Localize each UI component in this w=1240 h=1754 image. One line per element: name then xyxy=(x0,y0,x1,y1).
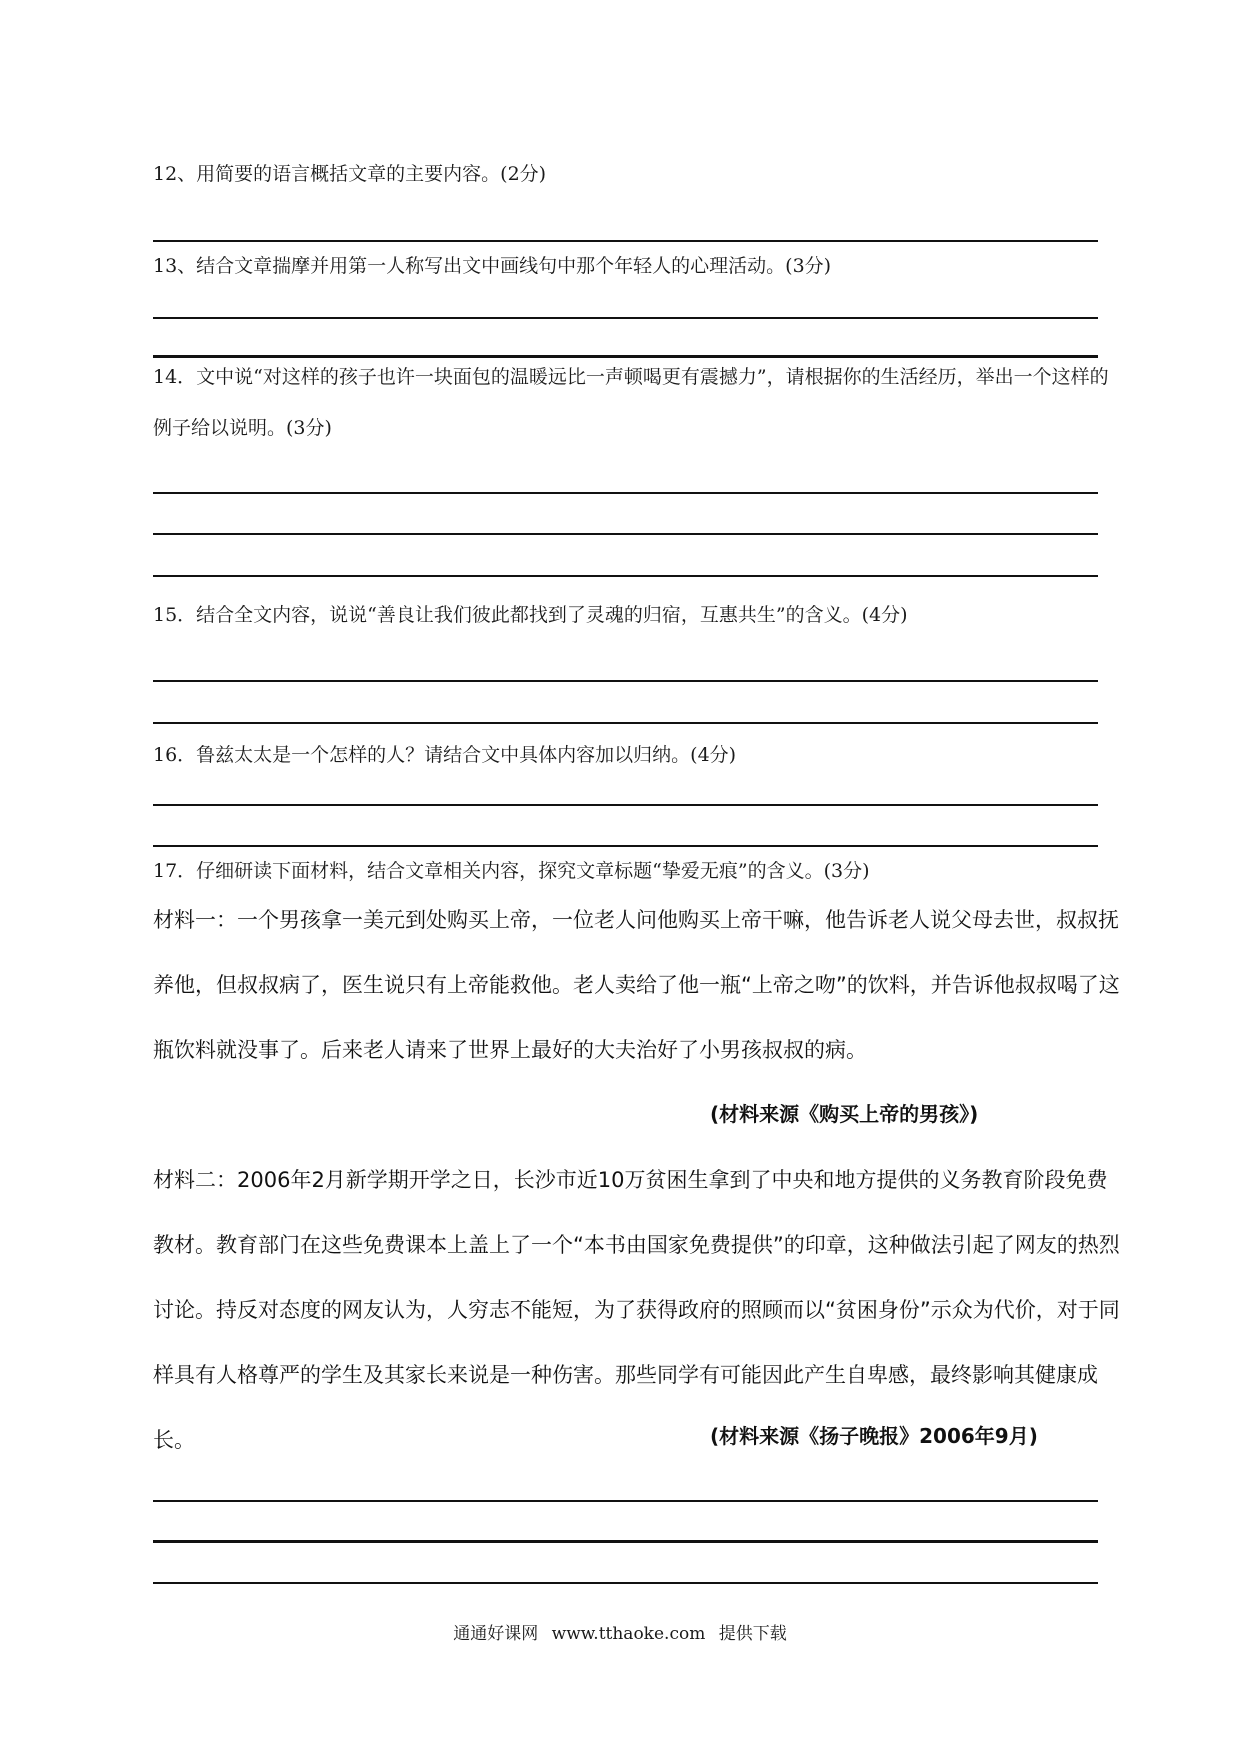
material-two-source: (材料来源《扬子晚报》2006年9月) xyxy=(710,1424,1038,1448)
answer-line xyxy=(153,1540,1098,1543)
answer-line xyxy=(153,492,1098,494)
answer-line xyxy=(153,722,1098,724)
answer-line xyxy=(153,804,1098,806)
answer-line xyxy=(153,680,1098,682)
material-one: 材料一：一个男孩拿一美元到处购买上帝，一位老人问他购买上帝干嘛，他告诉老人说父母去世，叔叔抚养他，但叔叔病了，医生说只有上帝能救他。老人卖给了他一瓶“上帝之吻”的饮料，并告诉他叔叔喝了这瓶饮料就没事了。后来老人请来了世界上最好的大夫治好了小男孩叔叔的病。 xyxy=(153,908,1120,1062)
answer-line xyxy=(153,317,1098,319)
material-one-source: (材料来源《购买上帝的男孩》) xyxy=(710,1102,979,1126)
page-footer xyxy=(0,1619,1240,1644)
question-12: 12、用简要的语言概括文章的主要内容。(2分) xyxy=(153,163,547,185)
footer-site-name: 通通好课网 xyxy=(453,1624,539,1644)
answer-line xyxy=(153,533,1098,535)
answer-line xyxy=(153,240,1098,242)
answer-line xyxy=(153,1500,1098,1502)
material-two: 材料二：2006年2月新学期开学之日，长沙市近10万贫困生拿到了中央和地方提供的义务教育阶段免费教材。教育部门在这些免费课本上盖上了一个“本书由国家免费提供”的印章，这种做法引起了网友的热烈讨论。持反对态度的网友认为，人穷志不能短，为了获得政府的照顾而以“贫困身份”示众为代价，对于同样具有人格尊严的学生及其家长来说是一种伤害。那些同学有可能因此产生自卑感，最终影响其健康成长。 xyxy=(153,1168,1120,1452)
answer-line xyxy=(153,575,1098,577)
answer-line xyxy=(153,1582,1098,1584)
question-16: 16．鲁兹太太是一个怎样的人？请结合文中具体内容加以归纳。(4分) xyxy=(153,744,737,766)
answer-line xyxy=(153,845,1098,847)
question-13: 13、结合文章揣摩并用第一人称写出文中画线句中那个年轻人的心理活动。(3分) xyxy=(153,255,832,277)
footer-url-link[interactable]: www.tthaoke.com xyxy=(551,1624,706,1644)
question-14: 14．文中说“对这样的孩子也许一块面包的温暖远比一声顿喝更有震撼力”，请根据你的生活经历，举出一个这样的例子给以说明。(3分) xyxy=(153,366,1109,439)
question-17: 17．仔细研读下面材料，结合文章相关内容，探究文章标题“挚爱无痕”的含义。(3分) xyxy=(153,860,870,882)
question-15: 15．结合全文内容，说说“善良让我们彼此都找到了灵魂的归宿，互惠共生”的含义。(4分) xyxy=(153,604,908,626)
footer-suffix: 提供下载 xyxy=(718,1624,787,1644)
